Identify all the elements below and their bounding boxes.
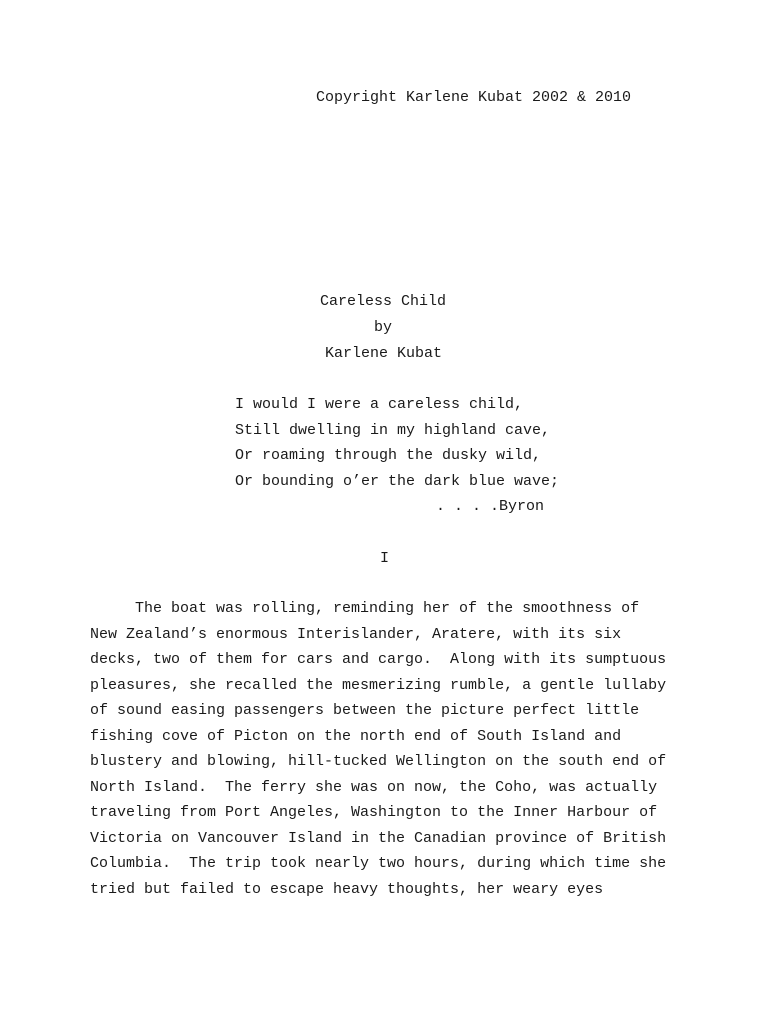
epigraph-line: Or bounding o’er the dark blue wave; bbox=[235, 472, 560, 490]
body-line: traveling from Port Angeles, Washington to the Inner Harbour of bbox=[90, 804, 658, 821]
story-author: Karlene Kubat bbox=[325, 345, 443, 362]
chapter-heading: I bbox=[380, 550, 390, 567]
byline-by: by bbox=[374, 319, 393, 336]
body-line: Columbia. The trip took nearly two hours, during which time she bbox=[90, 855, 667, 872]
body-line: fishing cove of Picton on the north end of South Island and bbox=[90, 727, 622, 745]
body-line: blustery and blowing, hill-tucked Wellington on the south end of bbox=[90, 753, 667, 770]
body-paragraph bbox=[90, 600, 690, 906]
epigraph-line: Still dwelling in my highland cave, bbox=[235, 421, 551, 439]
body-line: of sound easing passengers between the picture perfect little bbox=[90, 702, 640, 719]
copyright-notice: Copyright Karlene Kubat 2002 & 2010 bbox=[316, 89, 632, 106]
body-line: The boat was rolling, reminding her of the smoothness of bbox=[90, 600, 640, 617]
body-line: decks, two of them for cars and cargo. Along with its sumptuous bbox=[90, 651, 667, 668]
epigraph-attribution: . . . .Byron bbox=[436, 498, 545, 515]
epigraph-line: Or roaming through the dusky wild, bbox=[235, 447, 542, 464]
body-line: pleasures, she recalled the mesmerizing rumble, a gentle lullaby bbox=[90, 676, 667, 694]
epigraph-line: I would I were a careless child, bbox=[235, 396, 524, 413]
body-line: North Island. The ferry she was on now, the Coho, was actually bbox=[90, 778, 658, 796]
story-title: Careless Child bbox=[320, 293, 447, 310]
body-line: New Zealand’s enormous Interislander, Aratere, with its six bbox=[90, 625, 622, 643]
epigraph bbox=[235, 396, 559, 498]
body-line: tried but failed to escape heavy thoughts, her weary eyes bbox=[90, 880, 604, 898]
body-line: Victoria on Vancouver Island in the Canadian province of British bbox=[90, 829, 667, 847]
